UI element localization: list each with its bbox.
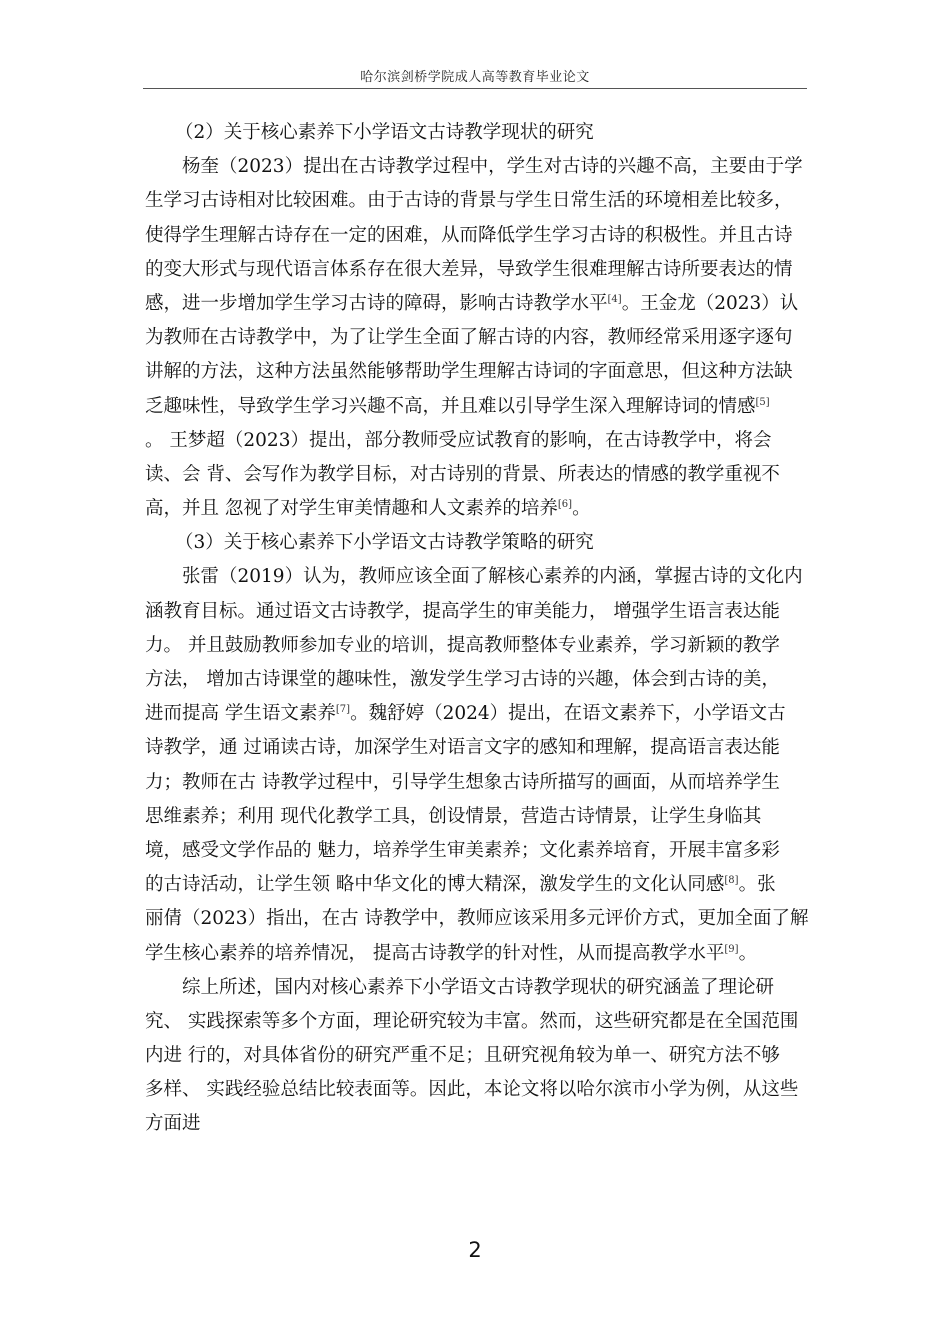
- line-text: 力。 并且鼓励教师参加专业的培训，提高教师整体专业素养，学习新颖的教学: [145, 634, 780, 656]
- text-line: [145, 355, 815, 389]
- text-line: [145, 458, 815, 492]
- header-rule: [143, 88, 807, 89]
- text-line: [145, 253, 815, 287]
- line-text: 使得学生理解古诗存在一定的困难，从而降低学生学习古诗的积极性。并且古诗: [145, 224, 793, 246]
- text-line: [145, 150, 815, 184]
- line-text-after-ref: 。: [738, 942, 758, 964]
- text-line: [145, 868, 815, 902]
- citation-ref: [7]: [335, 704, 351, 716]
- citation-ref: [9]: [724, 943, 739, 955]
- text-line: [145, 526, 815, 560]
- line-text: 思维素养；利用 现代化教学工具，创设情景，营造古诗情景，让学生身临其: [145, 805, 762, 827]
- line-text: 生学习古诗相对比较困难。由于古诗的背景与学生日常生活的环境相差比较多，: [145, 190, 793, 212]
- text-line: [145, 424, 815, 458]
- text-line: [145, 1005, 815, 1039]
- line-text: 丽倩（2023）指出，在古 诗教学中，教师应该采用多元评价方式，更加全面了解: [145, 908, 809, 930]
- text-line: [145, 1039, 815, 1073]
- citation-ref: [4]: [607, 293, 622, 305]
- line-text: 杨奎（2023）提出在古诗教学过程中，学生对古诗的兴趣不高，主要由于学: [182, 156, 803, 178]
- text-line: [145, 287, 815, 321]
- line-text: 。 王梦超（2023）提出，部分教师受应试教育的影响，在古诗教学中，将会: [145, 429, 772, 451]
- text-line: [145, 731, 815, 765]
- line-text: （2）关于核心素养下小学语文古诗教学现状的研究: [175, 122, 594, 143]
- text-line: [145, 560, 815, 594]
- line-text: 涵教育目标。通过语文古诗教学，提高学生的审美能力， 增强学生语言表达能: [145, 600, 780, 622]
- text-line: [145, 1107, 815, 1141]
- text-line: [145, 184, 815, 218]
- line-text: 的变大形式与现代语言体系存在很大差异，导致学生很难理解古诗所要表达的情: [145, 258, 793, 280]
- line-text: 方法， 增加古诗课堂的趣味性，激发学生学习古诗的兴趣，体会到古诗的美，: [145, 669, 780, 690]
- line-text: 内进 行的，对具体省份的研究严重不足；且研究视角较为单一、研究方法不够: [145, 1045, 780, 1067]
- citation-ref: [8]: [724, 874, 739, 886]
- text-line: [145, 697, 815, 731]
- line-text-after-ref: 。王金龙（2023）认: [621, 292, 799, 314]
- line-text: 高，并且 忽视了对学生审美情趣和人文素养的培养: [145, 498, 558, 520]
- line-text: 读、会 背、会写作为教学目标，对古诗别的背景、所表达的情感的教学重视不: [145, 463, 780, 485]
- text-line: [145, 1073, 815, 1107]
- line-text: 究、 实践探索等多个方面，理论研究较为丰富。然而，这些研究都是在全国范围: [145, 1010, 799, 1032]
- text-line: [145, 492, 815, 526]
- line-text: 力；教师在古 诗教学过程中，引导学生想象古诗所描写的画面，从而培养学生: [145, 771, 780, 793]
- line-text-after-ref: 。魏舒婷（2024）提出，在语文素养下，小学语文古: [350, 703, 786, 725]
- text-line: [145, 390, 815, 424]
- line-text: 为教师在古诗教学中，为了让学生全面了解古诗的内容，教师经常采用逐字逐句: [145, 327, 793, 349]
- line-text-after-ref: 。张: [738, 874, 776, 896]
- line-text: （3）关于核心素养下小学语文古诗教学策略的研究: [175, 532, 594, 554]
- citation-ref: [5]: [755, 396, 770, 408]
- line-text: 多样、 实践经验总结比较表面等。因此，本论文将以哈尔滨市小学为例，从这些: [145, 1079, 799, 1101]
- line-text: 讲解的方法，这种方法虽然能够帮助学生理解古诗词的字面意思，但这种方法缺: [145, 361, 793, 383]
- text-line: [145, 219, 815, 253]
- text-line: [145, 937, 815, 971]
- text-line: [145, 629, 815, 663]
- line-text: 进而提高 学生语文素养: [145, 703, 336, 725]
- line-text: 的古诗活动，让学生领 略中华文化的博大精深，激发学生的文化认同感: [145, 874, 725, 896]
- text-line: [145, 116, 815, 150]
- body-text: [145, 116, 815, 1142]
- line-text: 乏趣味性，导致学生学习兴趣不高，并且难以引导学生深入理解诗词的情感: [145, 395, 756, 417]
- line-text: 诗教学，通 过诵读古诗，加深学生对语言文字的感知和理解，提高语言表达能: [145, 737, 780, 759]
- line-text: 学生核心素养的培养情况， 提高古诗教学的针对性，从而提高教学水平: [145, 942, 725, 964]
- text-line: [145, 971, 815, 1005]
- running-header: 哈尔滨剑桥学院成人高等教育毕业论文: [360, 70, 590, 85]
- line-text-after-ref: 。: [572, 498, 591, 520]
- text-line: [145, 902, 815, 936]
- page-number: 2: [468, 1238, 482, 1262]
- citation-ref: [6]: [557, 498, 573, 510]
- text-line: [145, 766, 815, 800]
- line-text: 综上所述，国内对核心素养下小学语文古诗教学现状的研究涵盖了理论研: [182, 976, 775, 998]
- line-text: 感，进一步增加学生学习古诗的障碍，影响古诗教学水平: [145, 292, 608, 314]
- line-text: 张雷（2019）认为，教师应该全面了解核心素养的内涵，掌握古诗的文化内: [182, 566, 803, 588]
- text-line: [145, 663, 815, 697]
- text-line: [145, 800, 815, 834]
- line-text: 方面进: [145, 1113, 201, 1135]
- text-line: [145, 321, 815, 355]
- line-text: 境，感受文学作品的 魅力，培养学生审美素养；文化素养培育，开展丰富多彩: [145, 839, 780, 861]
- text-line: [145, 834, 815, 868]
- text-line: [145, 595, 815, 629]
